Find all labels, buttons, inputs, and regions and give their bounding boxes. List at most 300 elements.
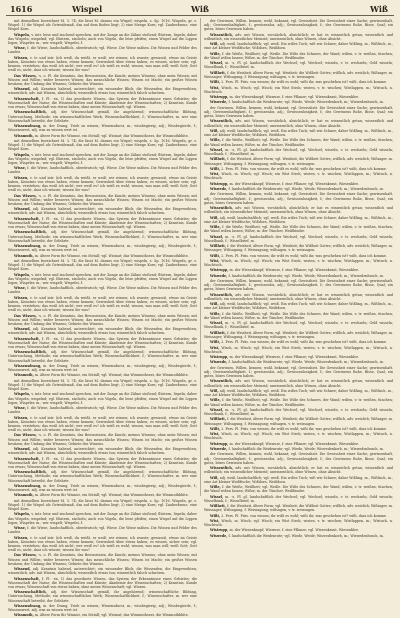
entry-headword: Wissenschaftlich, [14,110,47,115]
entry-text: m. ältere Form für Wismut, ein Metall; vgl. Wismut; das Wissmuthserz, die Wissmuthblüte. [34,613,189,618]
entry-headword: Wißt, [210,253,221,258]
dictionary-entry [8,457,197,469]
entry-headword: Wissenschaft, [14,456,40,461]
dictionary-entry [8,124,197,132]
dictionary-entry [8,470,197,482]
entry-headword: Wissend, [14,87,31,92]
entry-headword: Wispeln, [14,32,31,37]
entry-headword: Wist, [210,345,220,350]
entry-text: mit demselben bezeichnet M. 3. 74; die lässt M. daraus ein Wispel; wispeln, s. Sp. 1016. Wispeln, gr. s. Wispel: 1) die Wispel als Getreidemaß, das auf dem Boden liegt; 2) eine Menge Korn; vgl. Zauberkrone, eine Wispel Korn. [8,138,197,152]
dictionary-entry [8,406,197,414]
dictionary-entry [8,230,197,242]
entry-text: adj. Kenntnis habend, unterrichtet; ein wissender Blick; die Wissenden, die Eingeweihten; wissentlich, adv. mit Wissen, absichtlich; wissentlich etwas tun; wissentlich falsch schwören. [8,447,197,456]
entry-headword: Wiß, [210,42,219,47]
dictionary-entry [8,87,197,95]
entry-headword: Wisse, [14,166,26,171]
dictionary-entry [8,364,197,372]
entry-headword: Wißheit, [210,157,226,162]
entry-headword: Wisse, [14,406,26,411]
dictionary-entry [204,355,393,359]
entry-headword: Wissenschaftlich, [14,230,47,235]
dictionary-entry [204,534,393,538]
dictionary-entry [204,33,393,41]
entry-headword: Wissentlich, [210,292,233,297]
entry-text: f. die Wiese, landschaftlich, oberdeutsch; vgl. Wiese. Die Wisse mähen. Die Wissen und Felder des Landes. [8,406,197,415]
entry-headword: Wissenschaft, [14,96,40,101]
dictionary-entry [204,495,393,503]
entry-headword: Wispeln, [14,392,31,397]
entry-text: m. der Wiesenknopf; Wiswurz, f. eine Pflanze; vgl. Wiesenkraut, Wiesenklee. [229,441,360,446]
dictionary-entry [8,613,197,617]
dictionary-entry [8,97,197,109]
entry-text: f. die Weiße, Weißheit; vgl. Weiße. Die Wiße des Schnees, der Wand; wißen, v. tr. weißen, tünchen; die Wand wißen lassen; Wißer, m. der Tüncher, Weißbinder. [204,485,393,494]
dictionary-entry [204,279,393,291]
entry-text: f. landschaftlich die Weidenrute; vgl. Wiede, Weide; Wiswedenkorb, m.; Wiswedenbusch, m. [228,187,384,192]
entry-headword: Wistrupp, [210,181,229,186]
entry-headword: Wissmuth, [14,133,34,138]
entry-text: m. der Wiesenknopf; Wiswurz, f. eine Pflanze; vgl. Wiesenkraut, Wiesenklee. [229,181,360,186]
entry-headword: Wisse, [14,286,26,291]
dictionary-entry [204,417,393,425]
entry-text: 2. Pers. Pl. Präs. von wissen; ihr wißt es wohl; wißt ihr, was geschehen ist? wißt, dass ich komme. [221,513,387,518]
entry-text: adj. der Wissenschaft gemäß, ihr angehörend; wissenschaftliche Bildung, Untersuchung, Methode; ein wissenschaftliches Werk; Wissenschaftlichkeit, f.; Wissenschafter, m. wer eine Wissenschaft betreibt, der Gelehrte. [8,230,197,243]
dictionary-entry [8,134,197,138]
entry-headword: Wißt, [210,426,221,431]
entry-text: Wisch, m. Wisch; vgl. Wisch; ein Wist Stroh; wisten, v. tr. wischen; Wistlappen, m.; Wistuch, n. Wischtuch. [204,345,393,354]
dictionary-entry [8,327,197,335]
entry-headword: Wiß, [210,128,219,133]
entry-text: adj. der Wissenschaft gemäß, ihr angehörend; wissenschaftliche Bildung, Untersuchung, Methode; ein wissenschaftliches Werk; Wissenschaftlichkeit, f.; Wissenschafter, m. wer eine Wissenschaft betreibt, der Gelehrte. [8,590,197,603]
entry-text: f. die Weiße, Weißheit; vgl. Weiße. Die Wiße des Schnees, der Wand; wißen, v. tr. weißen, tünchen; die Wand wißen lassen; Wißer, m. der Tüncher, Weißbinder. [204,311,393,320]
dictionary-entry [204,340,393,344]
dictionary-entry [8,194,197,206]
entry-text: adj. Kenntnis habend, unterrichtet; ein wissender Blick; die Wissenden, die Eingeweihten; wissentlich, adv. mit Wissen, absichtlich; wissentlich etwas tun; wissentlich falsch schwören. [8,87,197,96]
dictionary-entry [204,100,393,104]
entry-text: f. Pl. -en, 1) das geordnete Wissen, das System der Erkenntnisse eines Gebietes; die Wissenschaft der Natur; die Wissenschaften und Künste; Akademie der Wissenschaften; 2) Kenntnis, Kunde von etwas; Wissenschaft von etwas haben; ohne meine Wissenschaft; vgl. Wissen. [8,456,197,469]
entry-text: adv. mit Wissen, vorsätzlich, absichtlich; er hat es wissentlich getan; wissentlich und willentlich; ein wissentlicher Meineid; unwissentlich, ohne Wissen, ohne Absicht. [204,206,393,215]
entry-text: adj. der Wissenschaft gemäß, ihr angehörend; wissenschaftliche Bildung, Untersuchung, Methode; ein wissenschaftliches Werk; Wissenschaftlichkeit, f.; Wissenschafter, m. wer eine Wissenschaft betreibt, der Gelehrte. [8,470,197,483]
entry-headword: Wissenschaftlich, [14,470,47,475]
entry-text: m. der Wiesenknopf; Wiswurz, f. eine Pflanze; vgl. Wiesenkraut, Wiesenklee. [229,528,360,533]
entry-headword: Wissentlich, [210,206,233,211]
entry-headword: Wißt, [210,513,221,518]
entry-headword: Wissensdrang, [14,244,42,249]
dictionary-entry [204,254,393,258]
dictionary-entry [204,182,393,186]
entry-headword: Wissel, [210,147,224,152]
entry-text: adj. weiß, landschaftlich; vgl. weiß. Ein wißes Tuch; wiß wie Schnee; daher Wißling, m., Wißfisch, m., eine Art kleiner Weißfische; Wißdorn, Weißdorn. [204,42,393,51]
entry-headword: Wissend, [14,207,31,212]
entry-headword: Wissen, [14,295,29,300]
entry-text: f. die Weisheit, ältere Form; vgl. Weisheit; die Wißheit Gottes; wißlich, adv. weislich; Wißsager, m. Weissager; Wißsagung, f. Weissagung; wißsagen, v. tr. weissagen. [204,417,393,426]
entry-text: f. Pl. -en, 1) das geordnete Wissen, das System der Erkenntnisse eines Gebietes; die Wissenschaft der Natur; die Wissenschaften und Künste; Akademie der Wissenschaften; 2) Kenntnis, Kunde von etwas; Wissenschaft von etwas haben; ohne meine Wissenschaft; vgl. Wissen. [8,336,197,349]
entry-text: f. die Wiese, landschaftlich, oberdeutsch; vgl. Wiese. Die Wisse mähen. Die Wissen und Felder des Landes. [8,526,197,535]
dictionary-entry [204,192,393,204]
entry-text: Wisch, m. Wisch; vgl. Wisch; ein Wist Stroh; wisten, v. tr. wischen; Wistlappen, m.; Wistuch, n. Wischtuch. [204,85,393,94]
entry-headword: Wisse, [14,46,26,51]
entry-text: v. tr. und intr. (ich weiß, du weißt, er weiß; wir wissen; ich wusste; gewusst), etwas im Geiste haben, Kenntnis von etwas haben, etwas kennen; Gewissheit über etwas haben; es wissen, sicher sein; vgl. kennen, verstehen; das weiß ich nicht; wer weiß es? ich weiß es wohl; wissen, was man will; weiß Gott; Gott weiß es; nicht, dass ich wüsste; wissen Sie was? [8,535,197,553]
entry-headword: Wist, [210,258,220,263]
entry-headword: Wißheit, [210,70,226,75]
entry-text: f. landschaftlich die Weidenrute; vgl. Wiede, Weide; Wiswedenkorb, m.; Wiswedenbusch, m. [228,360,384,365]
entry-text: m. der Drang, Trieb zu wissen; Wissensdurst, m.; wissbegierig, adj.; Wissbegierde, f.; Wissenswert, adj. was zu wissen wert ist. [8,363,198,373]
entry-text: f. die Weiße, Weißheit; vgl. Weiße. Die Wiße des Schnees, der Wand; wißen, v. tr. weißen, tünchen; die Wand wißen lassen; Wißer, m. der Tüncher, Weißbinder. [204,398,393,407]
dictionary-entry [204,442,393,446]
dictionary-entry [8,217,197,229]
entry-text: m. der Drang, Trieb zu wissen; Wissensdurst, m.; wissbegierig, adj.; Wissbegierde, f.; Wissenswert, adj. was zu wissen wert ist. [8,244,198,253]
dictionary-entry [204,379,393,387]
dictionary-entry [8,484,197,492]
dictionary-entry [8,153,197,165]
entry-text: -s, o. Pl. die Kenntnis, das Bewusstsein, die Kunde; meines Wissens; ohne mein Wissen; mit Wissen und Willen; wider besseres Wissen; das menschliche Wissen; Wissen ist Macht; ein großes Wissen besitzen; der Umfang des Wissens; Gebiete des Wissens. [8,193,197,206]
entry-headword: Wiße, [210,485,221,490]
entry-text: -s, o. Pl. die Kenntnis, das Bewusstsein, die Kunde; meines Wissens; ohne mein Wissen; mit Wissen und Willen; wider besseres Wissen; das menschliche Wissen; Wissen ist Macht; ein großes Wissen besitzen; der Umfang des Wissens; Gebiete des Wissens. [8,433,197,446]
entry-text: f. landschaftlich die Weidenrute; vgl. Wiede, Weide; Wiswedenkorb, m.; Wiswedenbusch, m. [228,100,384,105]
entry-headword: Wissel, [210,407,224,412]
entry-headword: Wiswede, [210,273,228,278]
entry-headword: Wissel, [210,61,224,66]
dictionary-entry [204,514,393,518]
entry-headword: Wispeln, [14,272,31,277]
entry-text: mit demselben bezeichnet M. 3. 74; die lässt M. daraus ein Wispel; wispeln, s. Sp. 1016. Wispeln, gr. s. Wispel: 1) die Wispel als Getreidemaß, das auf dem Boden liegt; 2) eine Menge Korn; vgl. Zauberkrone, eine Wispel Korn. [8,19,197,32]
entry-headword: Wißt, [210,340,221,345]
entry-text: f. Pl. -en, 1) das geordnete Wissen, das System der Erkenntnisse eines Gebietes; die Wissenschaft der Natur; die Wissenschaften und Künste; Akademie der Wissenschaften; 2) Kenntnis, Kunde von etwas; Wissenschaft von etwas haben; ohne meine Wissenschaft; vgl. Wissen. [8,96,197,110]
page-number: 1616 [10,4,33,14]
entry-headword: Wißt, [210,166,221,171]
entry-headword: Wissenschaft, [14,336,40,341]
dictionary-entry [204,366,393,378]
entry-headword: Wiswede, [210,100,228,105]
entry-headword: Wissel, [210,234,224,239]
dictionary-entry [204,427,393,431]
dictionary-entry [8,350,197,362]
entry-headword: Wiße, [210,398,221,403]
dictionary-entry [8,166,197,174]
entry-text: f. die Weiße, Weißheit; vgl. Weiße. Die Wiße des Schnees, der Wand; wißen, v. tr. weißen, tünchen; die Wand wißen lassen; Wißer, m. der Tüncher, Weißbinder. [204,225,393,234]
entry-text: adj. weiß, landschaftlich; vgl. weiß. Ein wißes Tuch; wiß wie Schnee; daher Wißling, m., Wißfisch, m., eine Art kleiner Weißfische; Wißdorn, Weißdorn. [204,215,393,224]
dictionary-entry [8,286,197,294]
dictionary-entry [204,71,393,79]
entry-text: Wisch, m. Wisch; vgl. Wisch; ein Wist Stroh; wisten, v. tr. wischen; Wistlappen, m.; Wistuch, n. Wischtuch. [204,432,393,441]
dictionary-entry [8,56,197,73]
dictionary-entry [204,61,393,69]
dictionary-entry [204,157,393,165]
entry-text: f. die Weisheit, ältere Form; vgl. Weisheit; die Wißheit Gottes; wißlich, adv. weislich; Wißsager, m. Weissager; Wißsagung, f. Weissagung; wißsagen, v. tr. weissagen. [204,504,393,513]
entry-headword: Wispeln, [14,512,31,517]
entry-headword: Das Wissen, [14,73,37,78]
entry-text: f. Pl. -en, 1) das geordnete Wissen, das System der Erkenntnisse eines Gebietes; die Wissenschaft der Natur; die Wissenschaften und Künste; Akademie der Wissenschaften; 2) Kenntnis, Kunde von etwas; Wissenschaft von etwas haben; ohne meine Wissenschaft; vgl. Wissen. [8,576,197,589]
entry-text: m. -s, Pl. gl. landschaftlich der Wechsel; vgl. Wechsel; wisseln, v. tr. wechseln; Geld wisseln; Wisselbank, f.; Wisselbrief, m. [204,61,393,70]
entry-headword: Wißheit, [210,330,226,335]
entry-headword: Wissensdrang, [14,124,42,129]
entry-text: f. die Wiese, landschaftlich, oberdeutsch; vgl. Wiese. Die Wisse mähen. Die Wissen und Felder des Landes. [8,166,197,175]
entry-headword: Das Wissen, [14,553,37,558]
dictionary-entry [204,167,393,171]
dictionary-entry [204,19,393,31]
entry-headword: Das Wissen, [14,313,37,318]
entry-headword: Wist, [210,432,220,437]
entry-text: Wisch, m. Wisch; vgl. Wisch; ein Wist Stroh; wisten, v. tr. wischen; Wistlappen, m.; Wistuch, n. Wischtuch. [204,258,393,268]
entry-headword: Wiswede, [210,187,228,192]
entry-text: adj. weiß, landschaftlich; vgl. weiß. Ein wißes Tuch; wiß wie Schnee; daher Wißling, m., Wißfisch, m., eine Art kleiner Weißfische; Wißdorn, Weißdorn. [204,475,393,484]
entry-headword: Wissentlich, [210,379,233,384]
entry-text: f. landschaftlich die Weidenrute; vgl. Wiede, Weide; Wiswedenkorb, m.; Wiswedenbusch, m. [228,533,384,538]
entry-text: adj. weiß, landschaftlich; vgl. weiß. Ein wißes Tuch; wiß wie Schnee; daher Wißling, m., Wißfisch, m., eine Art kleiner Weißfische; Wißdorn, Weißdorn. [204,388,393,398]
entry-text: der Gewissen, Willen, kennen; wohl, bekannt; vgl. Gewissheit. Die Gewissheit einer Sache; gewissenhaft, adj.; Gewissenhaftigkeit, f.; gewissenlos, adj.; Gewissenlosigkeit, f.; des Gewissens Ruhe, Bisse, Qual; ein gutes, böses Gewissen haben. [204,105,393,118]
entry-headword: Wiße, [210,225,221,230]
entry-headword: Wissel, [210,321,224,326]
entry-text: f. die Wiese, landschaftlich, oberdeutsch; vgl. Wiese. Die Wisse mähen. Die Wissen und Felder des Landes. [8,46,197,55]
entry-text: der Gewissen, Willen, kennen; wohl, bekannt; vgl. Gewissheit. Die Gewissheit einer Sache; gewissenhaft, adj.; Gewissenhaftigkeit, f.; gewissenlos, adj.; Gewissenlosigkeit, f.; des Gewissens Ruhe, Bisse, Qual; ein gutes, böses Gewissen haben. [204,365,393,379]
dictionary-entry [8,244,197,252]
entry-headword: Wißheit, [210,417,226,422]
entry-headword: Wissentlich, [210,119,233,124]
dictionary-entry [204,206,393,214]
dictionary-entry [8,254,197,258]
dictionary-entry [204,466,393,474]
entry-headword: Wissend, [14,327,31,332]
entry-text: m. der Wiesenknopf; Wiswurz, f. eine Pflanze; vgl. Wiesenkraut, Wiesenklee. [229,95,360,99]
dictionary-entry [8,207,197,215]
entry-headword: Wissensdrang, [14,363,42,368]
dictionary-entry [204,129,393,137]
dictionary-entry [8,74,197,86]
dictionary-entry [204,476,393,484]
entry-text: m. der Drang, Trieb zu wissen; Wissensdurst, m.; wissbegierig, adj.; Wissbegierde, f.; Wissenswert, adj. was zu wissen wert ist. [8,124,198,133]
entry-headword: Wiswede, [210,447,228,452]
entry-text: -s, o. Pl. die Kenntnis, das Bewusstsein, die Kunde; meines Wissens; ohne mein Wissen; mit Wissen und Willen; wider besseres Wissen; das menschliche Wissen; Wissen ist Macht; ein großes Wissen besitzen; der Umfang des Wissens; Gebiete des Wissens. [8,553,197,566]
dictionary-entry [204,106,393,118]
entry-text: 2. Pers. Pl. Präs. von wissen; ihr wißt es wohl; wißt ihr, was geschehen ist? wißt, dass ich komme. [221,166,387,171]
entry-headword: Wissenschaftlich, [14,350,47,355]
running-head-center: Wiß [191,4,209,14]
entry-text: f. die Weisheit, ältere Form; vgl. Weisheit; die Wißheit Gottes; wißlich, adv. weislich; Wißsager, m. Weissager; Wißsagung, f. Weissagung; wißsagen, v. tr. weissagen. [204,244,393,253]
entry-text: Wisch, m. Wisch; vgl. Wisch; ein Wist Stroh; wisten, v. tr. wischen; Wistlappen, m.; Wistuch, n. Wischtuch. [204,172,393,181]
dictionary-entry [204,504,393,512]
dictionary-entry [8,604,197,612]
dictionary-entry [204,274,393,278]
entry-text: -s, o. Pl. die Kenntnis, das Bewusstsein, die Kunde; meines Wissens; ohne mein Wissen; mit Wissen und Willen; wider besseres Wissen; das menschliche Wissen; Wissen ist Macht; ein großes Wissen besitzen; der Umfang des Wissens; Gebiete des Wissens. [8,73,197,86]
entry-headword: Wissend, [14,567,31,572]
entry-text: f. landschaftlich die Weidenrute; vgl. Wiede, Weide; Wiswedenkorb, m.; Wiswedenbusch, m. [228,273,384,278]
dictionary-entry [204,225,393,233]
dictionary-entry [8,139,197,151]
entry-headword: Wiße, [210,138,221,143]
dictionary-entry [8,526,197,534]
entry-text: der Gewissen, Willen, kennen; wohl, bekannt; vgl. Gewissheit. Die Gewissheit einer Sache; gewissenhaft, adj.; Gewissenhaftigkeit, f.; gewissenlos, adj.; Gewissenlosigkeit, f.; des Gewissens Ruhe, Bisse, Qual; ein gutes, böses Gewissen haben. [204,279,393,292]
dictionary-entry [8,337,197,349]
entry-headword: Wissel, [210,494,224,499]
entry-text: m. -s, Pl. gl. landschaftlich der Wechsel; vgl. Wechsel; wisseln, v. tr. wechseln; Geld wisseln; Wisselbank, f.; Wisselbrief, m. [204,234,393,243]
dictionary-entry [204,259,393,267]
entry-text: m. -s, Pl. gl. landschaftlich der Wechsel; vgl. Wechsel; wisseln, v. tr. wechseln; Geld wisseln; Wisselbank, f.; Wisselbrief, m. [204,494,393,503]
entry-text: m. ältere Form für Wismut, ein Metall; vgl. Wismut; das Wissmuthserz, die Wissmuthblüte. [34,493,189,498]
entry-headword: Wißheit, [210,504,226,509]
entry-headword: Wist, [210,85,220,90]
dictionary-entry [204,119,393,127]
entry-text: m. ältere Form für Wismut, ein Metall; vgl. Wismut; das Wissmuthserz, die Wissmuthblüte. [34,373,189,378]
entry-text: adv. mit Wissen, vorsätzlich, absichtlich; er hat es wissentlich getan; wissentlich und willentlich; ein wissentlicher Meineid; unwissentlich, ohne Wissen, ohne Absicht. [204,292,393,301]
dictionary-entry [8,447,197,455]
entry-text: adj. weiß, landschaftlich; vgl. weiß. Ein wißes Tuch; wiß wie Schnee; daher Wißling, m., Wißfisch, m., eine Art kleiner Weißfische; Wißdorn, Weißdorn. [204,128,393,137]
entry-text: mit demselben bezeichnet M. 3. 74; die lässt M. daraus ein Wispel; wispeln, s. Sp. 1016. Wispeln, gr. s. Wispel: 1) die Wispel als Getreidemaß, das auf dem Boden liegt; 2) eine Menge Korn; vgl. Zauberkrone, eine Wispel Korn. [8,258,197,272]
entry-headword: Wiswede, [210,360,228,365]
entry-text: v. tr. und intr. (ich weiß, du weißt, er weiß; wir wissen; ich wusste; gewusst), etwas im Geiste haben, Kenntnis von etwas haben, etwas kennen; Gewissheit über etwas haben; es wissen, sicher sein; vgl. kennen, verstehen; das weiß ich nicht; wer weiß es? ich weiß es wohl; wissen, was man will; weiß Gott; Gott weiß es; nicht, dass ich wüsste; wissen Sie was? [8,175,197,193]
entry-headword: Wisse, [14,526,26,531]
entry-text: adv. mit Wissen, vorsätzlich, absichtlich; er hat es wissentlich getan; wissentlich und willentlich; ein wissentlicher Meineid; unwissentlich, ohne Wissen, ohne Absicht. [204,379,393,388]
dictionary-entry [204,172,393,180]
dictionary-entry [204,216,393,224]
entry-headword: Wiß, [210,302,219,307]
dictionary-entry [204,268,393,272]
entry-headword: Wissensdrang, [14,483,42,488]
dictionary-entry [8,567,197,575]
dictionary-entry [8,577,197,589]
entry-headword: Wistrupp, [210,441,229,446]
entry-headword: Wissen, [14,415,29,420]
entry-text: adj. weiß, landschaftlich; vgl. weiß. Ein wißes Tuch; wiß wie Schnee; daher Wißling, m., Wißfisch, m., eine Art kleiner Weißfische; Wißdorn, Weißdorn. [204,302,393,311]
entry-text: adj. der Wissenschaft gemäß, ihr angehörend; wissenschaftliche Bildung, Untersuchung, Methode; ein wissenschaftliches Werk; Wissenschaftlichkeit, f.; Wissenschafter, m. wer eine Wissenschaft betreibt, der Gelehrte. [8,350,197,363]
column-separator [200,18,201,496]
running-head-left: Wispel [72,4,103,14]
entry-text: m. -s, Pl. gl. landschaftlich der Wechsel; vgl. Wechsel; wisseln, v. tr. wechseln; Geld wisseln; Wisselbank, f.; Wisselbrief, m. [204,147,393,156]
entry-text: f. die Weisheit, ältere Form; vgl. Weisheit; die Wißheit Gottes; wißlich, adv. weislich; Wißsager, m. Weissager; Wißsagung, f. Weissagung; wißsagen, v. tr. weissagen. [204,70,393,79]
dictionary-entry [8,176,197,193]
entry-text: v. intr. leise und zischend sprechen, mit der Zunge an die Zähne stoßend; flüstern, lispeln; daher das Wispeln; wispelnd; vgl. flüstern, zischeln; auch von Vögeln, die leise pfeifen; einen Wispel auf die Lippen legen; Wispeler, m., wer wispelt; Wispelei, f. [8,392,197,405]
text-column-right [204,19,393,538]
entry-headword: Wistrupp, [210,95,229,99]
entry-text: f. die Wiese, landschaftlich, oberdeutsch; vgl. Wiese. Die Wisse mähen. Die Wissen und Felder des Landes. [8,286,197,295]
entry-headword: Wiß, [210,215,219,220]
entry-headword: Wistrupp, [210,355,229,360]
dictionary-entry [8,46,197,54]
entry-text: v. tr. und intr. (ich weiß, du weißt, er weiß; wir wissen; ich wusste; gewusst), etwas im Geiste haben, Kenntnis von etwas haben, etwas kennen; Gewissheit über etwas haben; es wissen, sicher sein; vgl. kennen, verstehen; das weiß ich nicht; wer weiß es? ich weiß es wohl; wissen, was man will; weiß Gott; Gott weiß es; nicht, dass ich wüsste; wissen Sie was? [8,55,197,73]
entry-text: -s, o. Pl. die Kenntnis, das Bewusstsein, die Kunde; meines Wissens; ohne mein Wissen; mit Wissen und Willen; wider besseres Wissen; das menschliche Wissen; Wissen ist Macht; ein großes Wissen besitzen; der Umfang des Wissens; Gebiete des Wissens. [8,313,197,326]
dictionary-entry [8,416,197,433]
dictionary-entry [204,432,393,440]
entry-text: f. die Weiße, Weißheit; vgl. Weiße. Die Wiße des Schnees, der Wand; wißen, v. tr. weißen, tünchen; die Wand wißen lassen; Wißer, m. der Tüncher, Weißbinder. [204,51,393,60]
entry-text: f. die Weiße, Weißheit; vgl. Weiße. Die Wiße des Schnees, der Wand; wißen, v. tr. weißen, tünchen; die Wand wißen lassen; Wißer, m. der Tüncher, Weißbinder. [204,138,393,147]
running-head-right: Wiß [370,4,388,14]
dictionary-entry [204,42,393,50]
entry-headword: Wissmuth, [14,253,34,258]
dictionary-entry [204,187,393,191]
entry-headword: Wistrupp, [210,268,229,273]
entry-headword: Das Wissen, [14,433,37,438]
entry-text: 2. Pers. Pl. Präs. von wissen; ihr wißt es wohl; wißt ihr, was geschehen ist? wißt, dass ich komme. [221,340,387,345]
entry-headword: Wißt, [210,80,221,85]
dictionary-entry [8,433,197,445]
entry-text: m. der Drang, Trieb zu wissen; Wissensdurst, m.; wissbegierig, adj.; Wissbegierde, f.; Wissenswert, adj. was zu wissen wert ist. [8,483,198,493]
dictionary-entry [204,95,393,99]
entry-text: adj. Kenntnis habend, unterrichtet; ein wissender Blick; die Wissenden, die Eingeweihten; wissentlich, adv. mit Wissen, absichtlich; wissentlich etwas tun; wissentlich falsch schwören. [8,207,197,216]
dictionary-entry [204,485,393,493]
entry-headword: Wiß, [210,388,219,393]
entry-text: f. Pl. -en, 1) das geordnete Wissen, das System der Erkenntnisse eines Gebietes; die Wissenschaft der Natur; die Wissenschaften und Künste; Akademie der Wissenschaften; 2) Kenntnis, Kunde von etwas; Wissenschaft von etwas haben; ohne meine Wissenschaft; vgl. Wissen. [8,216,197,230]
entry-headword: Wissend, [14,447,31,452]
entry-headword: Wissen, [14,535,29,540]
entry-headword: Wiße, [210,51,221,56]
dictionary-entry [8,259,197,271]
dictionary-entry [8,110,197,122]
entry-text: f. die Weisheit, ältere Form; vgl. Weisheit; die Wißheit Gottes; wißlich, adv. weislich; Wißsager, m. Weissager; Wißsagung, f. Weissagung; wißsagen, v. tr. weissagen. [204,157,393,166]
entry-text: m. der Drang, Trieb zu wissen; Wissensdurst, m.; wissbegierig, adj.; Wissbegierde, f.; Wissenswert, adj. was zu wissen wert ist. [8,603,198,612]
entry-headword: Wist, [210,518,220,523]
entry-headword: Wissen, [14,175,29,180]
entry-headword: Wissmuth, [14,373,34,378]
entry-text: m. ältere Form für Wismut, ein Metall; vgl. Wismut; das Wissmuthserz, die Wissmuthblüte. [34,253,189,258]
dictionary-entry [204,302,393,310]
dictionary-entry [204,528,393,532]
dictionary-entry [204,244,393,252]
entry-headword: Wissensdrang, [14,603,42,608]
entry-text: der Gewissen, Willen, kennen; wohl, bekannt; vgl. Gewissheit. Die Gewissheit einer Sache; gewissenhaft, adj.; Gewissenhaftigkeit, f.; gewissenlos, adj.; Gewissenlosigkeit, f.; des Gewissens Ruhe, Bisse, Qual; ein gutes, böses Gewissen haben. [204,192,393,205]
entry-headword: Wispeln, [14,152,31,157]
dictionary-entry [8,314,197,326]
dictionary-entry [204,398,393,406]
entry-headword: Wiß, [210,475,219,480]
dictionary-entry [8,379,197,391]
entry-text: v. tr. und intr. (ich weiß, du weißt, er weiß; wir wissen; ich wusste; gewusst), etwas im Geiste haben, Kenntnis von etwas haben, etwas kennen; Gewissheit über etwas haben; es wissen, sicher sein; vgl. kennen, verstehen; das weiß ich nicht; wer weiß es? ich weiß es wohl; wissen, was man will; weiß Gott; Gott weiß es; nicht, dass ich wüsste; wissen Sie was? [8,295,197,313]
entry-headword: Wissmuth, [14,493,34,498]
entry-text: der Gewissen, Willen, kennen; wohl, bekannt; vgl. Gewissheit. Die Gewissheit einer Sache; gewissenhaft, adj.; Gewissenhaftigkeit, f.; gewissenlos, adj.; Gewissenlosigkeit, f.; des Gewissens Ruhe, Bisse, Qual; ein gutes, böses Gewissen haben. [204,452,393,465]
dictionary-entry [204,293,393,301]
entry-text: f. die Weisheit, ältere Form; vgl. Weisheit; die Wißheit Gottes; wißlich, adv. weislich; Wißsager, m. Weissager; Wißsagung, f. Weissagung; wißsagen, v. tr. weissagen. [204,330,393,339]
dictionary-entry [204,86,393,94]
entry-headword: Wissen, [14,55,29,60]
dictionary-entry [8,512,197,524]
entry-text: v. intr. leise und zischend sprechen, mit der Zunge an die Zähne stoßend; flüstern, lispeln; daher das Wispeln; wispelnd; vgl. flüstern, zischeln; auch von Vögeln, die leise pfeifen; einen Wispel auf die Lippen legen; Wispeler, m., wer wispelt; Wispelei, f. [8,272,197,285]
entry-text: v. intr. leise und zischend sprechen, mit der Zunge an die Zähne stoßend; flüstern, lispeln; daher das Wispeln; wispelnd; vgl. flüstern, zischeln; auch von Vögeln, die leise pfeifen; einen Wispel auf die Lippen legen; Wispeler, m., wer wispelt; Wispelei, f. [8,512,197,525]
entry-headword: Wiswede, [210,533,228,538]
entry-text: mit demselben bezeichnet M. 3. 74; die lässt M. daraus ein Wispel; wispeln, s. Sp. 1016. Wispeln, gr. s. Wispel: 1) die Wispel als Getreidemaß, das auf dem Boden liegt; 2) eine Menge Korn; vgl. Zauberkrone, eine Wispel Korn. [8,498,197,512]
entry-headword: Wissentlich, [210,466,233,471]
entry-headword: Wissenschaft, [14,576,40,581]
entry-headword: Wissmuth, [14,613,34,618]
entry-text: v. intr. leise und zischend sprechen, mit der Zunge an die Zähne stoßend; flüstern, lispeln; daher das Wispeln; wispelnd; vgl. flüstern, zischeln; auch von Vögeln, die leise pfeifen; einen Wispel auf die Lippen legen; Wispeler, m., wer wispelt; Wispelei, f. [8,152,197,165]
dictionary-entry [204,52,393,60]
entry-text: der Gewissen, Willen, kennen; wohl, bekannt; vgl. Gewissheit. Die Gewissheit einer Sache; gewissenhaft, adj.; Gewissenhaftigkeit, f.; gewissenlos, adj.; Gewissenlosigkeit, f.; des Gewissens Ruhe, Bisse, Qual; ein gutes, böses Gewissen haben. [204,19,393,32]
entry-text: 2. Pers. Pl. Präs. von wissen; ihr wißt es wohl; wißt ihr, was geschehen ist? wißt, dass ich komme. [221,426,387,431]
entry-text: adj. der Wissenschaft gemäß, ihr angehörend; wissenschaftliche Bildung, Untersuchung, Methode; ein wissenschaftliches Werk; Wissenschaftlichkeit, f.; Wissenschafter, m. wer eine Wissenschaft betreibt, der Gelehrte. [8,110,197,123]
entry-text: m. -s, Pl. gl. landschaftlich der Wechsel; vgl. Wechsel; wisseln, v. tr. wechseln; Geld wisseln; Wisselbank, f.; Wisselbrief, m. [204,321,393,330]
entry-headword: Wistrupp, [210,528,229,533]
entry-text: Wisch, m. Wisch; vgl. Wisch; ein Wist Stroh; wisten, v. tr. wischen; Wistlappen, m.; Wistuch, n. Wischtuch. [204,518,393,528]
entry-text: adj. Kenntnis habend, unterrichtet; ein wissender Blick; die Wissenden, die Eingeweihten; wissentlich, adv. mit Wissen, absichtlich; wissentlich etwas tun; wissentlich falsch schwören. [8,327,197,336]
entry-headword: Wiße, [210,311,221,316]
entry-text: v. intr. leise und zischend sprechen, mit der Zunge an die Zähne stoßend; flüstern, lispeln; daher das Wispeln; wispelnd; vgl. flüstern, zischeln; auch von Vögeln, die leise pfeifen; einen Wispel auf die Lippen legen; Wispeler, m., wer wispelt; Wispelei, f. [8,32,197,45]
dictionary-entry [204,138,393,146]
dictionary-entry [204,235,393,243]
dictionary-entry [204,321,393,329]
dictionary-entry [204,452,393,464]
entry-text: m. ältere Form für Wismut, ein Metall; vgl. Wismut; das Wissmuthserz, die Wissmuthblüte. [34,133,189,138]
dictionary-entry [8,536,197,553]
entry-headword: Das Wissen, [14,193,37,198]
dictionary-entry [8,33,197,45]
entry-headword: Wissenschaft, [14,216,40,221]
dictionary-entry [204,331,393,339]
dictionary-entry [204,360,393,364]
dictionary-entry [8,553,197,565]
entry-headword: Wist, [210,172,220,177]
dictionary-entry [8,296,197,313]
text-column-left [8,19,198,618]
dictionary-entry [204,80,393,84]
entry-headword: Wissentlich, [210,32,233,37]
entry-headword: Wißheit, [210,244,226,249]
entry-text: adv. mit Wissen, vorsätzlich, absichtlich; er hat es wissentlich getan; wissentlich und willentlich; ein wissentlicher Meineid; unwissentlich, ohne Wissen, ohne Absicht. [204,466,393,475]
